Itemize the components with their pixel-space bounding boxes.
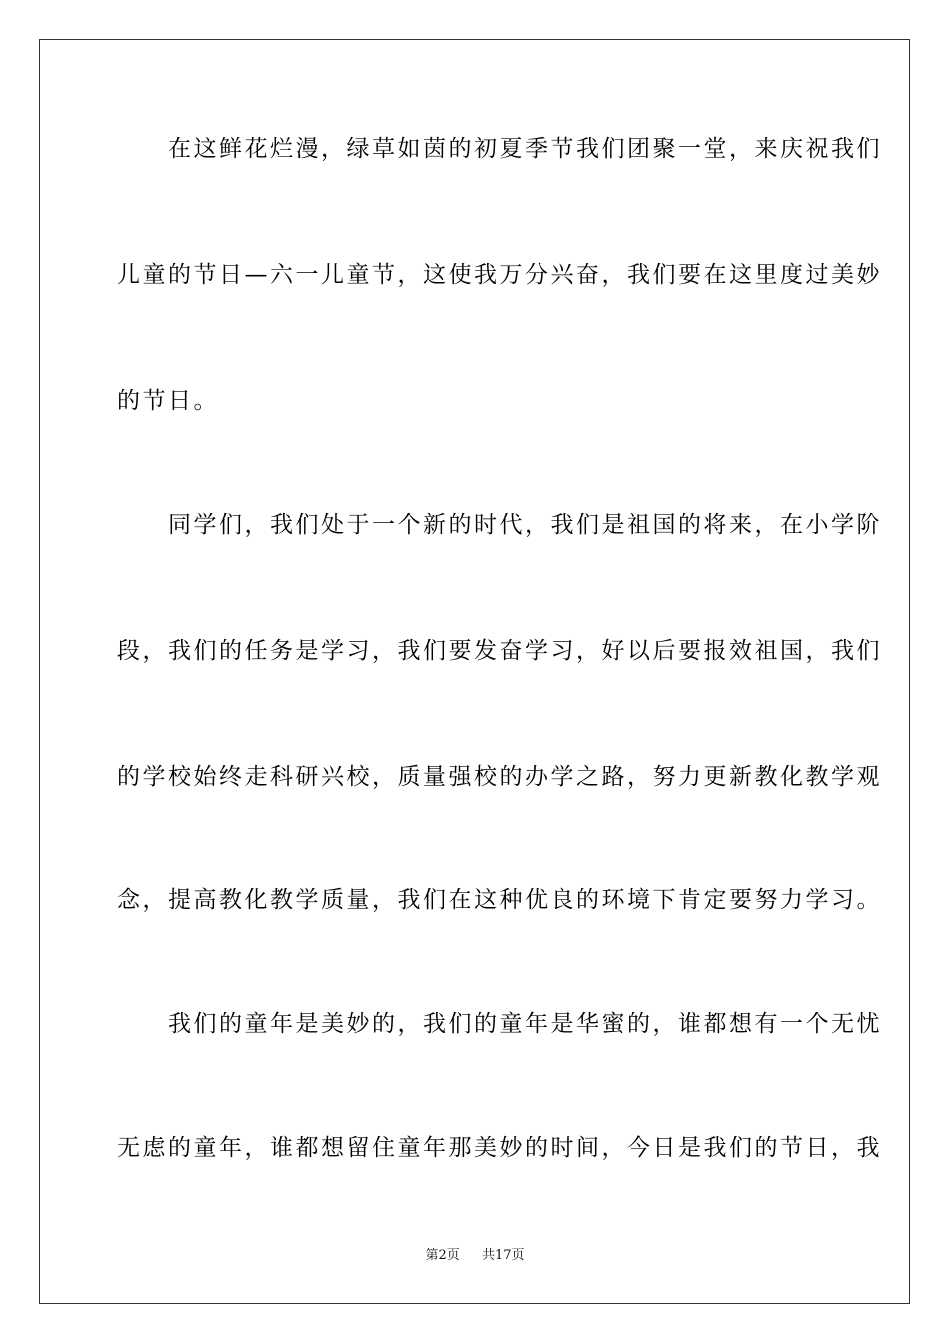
text-line: 在这鲜花烂漫，绿草如茵的初夏季节我们团聚一堂，来庆祝我们 bbox=[117, 136, 882, 162]
text-line: 段，我们的任务是学习，我们要发奋学习，好以后要报效祖国，我们 bbox=[117, 638, 882, 664]
page-border bbox=[39, 39, 910, 1304]
text-line: 我们的童年是美妙的，我们的童年是华蜜的，谁都想有一个无忧 bbox=[117, 1011, 882, 1037]
text-line: 的节日。 bbox=[117, 388, 219, 414]
page-number: 第2页 bbox=[425, 1248, 460, 1263]
text-line: 同学们，我们处于一个新的时代，我们是祖国的将来，在小学阶 bbox=[117, 512, 882, 538]
text-line: 的学校始终走科研兴校，质量强校的办学之路，努力更新教化教学观 bbox=[117, 764, 882, 790]
page-footer bbox=[0, 1246, 950, 1266]
text-line: 念，提高教化教学质量，我们在这种优良的环境下肯定要努力学习。 bbox=[117, 887, 882, 913]
text-line: 儿童的节日—六一儿童节，这使我万分兴奋，我们要在这里度过美妙 bbox=[117, 262, 882, 288]
text-line: 无虑的童年，谁都想留住童年那美妙的时间，今日是我们的节日，我 bbox=[117, 1135, 882, 1161]
total-pages: 共17页 bbox=[482, 1248, 525, 1263]
